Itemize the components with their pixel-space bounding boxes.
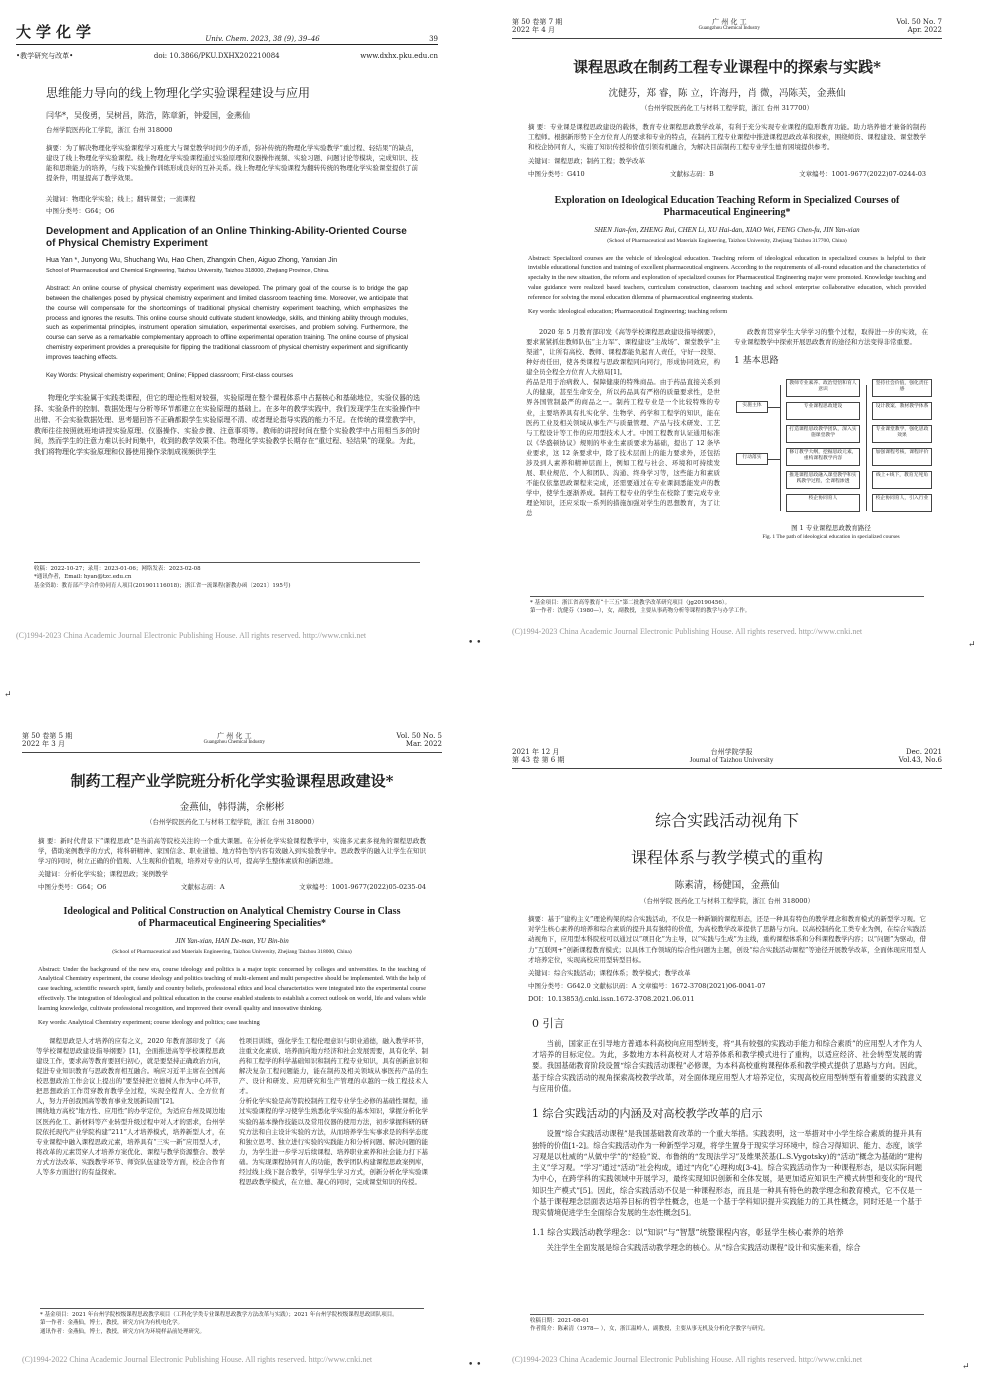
copyright: (C)1994-2023 China Academic Journal Electronic Publishing House. All rights reserved. http://www.cnki.net	[512, 627, 863, 636]
volume-issue: 第 50 卷第 7 期	[512, 18, 563, 26]
keywords-en: Key Words: Physical chemistry experiment; Online; Flipped classroom; First-class courses	[46, 372, 294, 380]
header-rule	[16, 44, 438, 45]
doc-code: 文献标志码：A	[180, 882, 225, 891]
flow-left-box-2: 行动落实	[736, 453, 768, 465]
paper-page-3	[22, 732, 442, 1372]
journal-name: 台州学院学报	[710, 748, 753, 756]
paper-title-line-1: 综合实践活动视角下	[654, 810, 799, 830]
doi: DOI：10.13853/j.cnki.issn.1672-3708.2021.06.011	[528, 994, 695, 1003]
paper-title: 制药工程产业学院班分析化学实验课程思政建设*	[70, 771, 394, 790]
subsection-text: 关注学生全面发展是综合实践活动教学理念的核心。从“综合实践活动课程”设计和实施来看，综合	[546, 1243, 861, 1253]
journal-name-en: Journal of Taizhou University	[689, 756, 774, 765]
authors: 陈素清，杨健国，金燕仙	[674, 880, 780, 892]
volume-issue: 第 43 卷 第 6 期	[512, 756, 565, 765]
clc-number: 中图分类号：G410	[528, 169, 585, 178]
date-en: Apr. 2022	[907, 26, 942, 35]
flow-mid-box-2: 专业课程思政建设	[786, 402, 860, 420]
volume-issue: 第 50 卷第 5 期	[22, 732, 73, 740]
paper-page-4	[512, 748, 942, 1376]
flow-right-box-1: 坚持社会价值，强化责任感	[872, 379, 932, 397]
flow-mid-box-1: 教师专业素养、政治觉悟和育人意识	[786, 379, 860, 397]
keywords: 关键词：物理化学实验；线上；翻转课堂；一流课程	[46, 194, 196, 203]
figure-caption: 图 1 专业课程思政教育路径	[791, 524, 871, 533]
paper-title-line-2: 课程体系与教学模式的重构	[630, 847, 823, 867]
copyright: (C)1994-2022 China Academic Journal Electronic Publishing House. All rights reserved. http://www.cnki.net	[22, 1355, 373, 1364]
section-1-text: 设置“综合实践活动课程”是我国基础教育改革的一个重大举措。实践表明，这一举措对中小学生综合素质的提升具有独特的价值[1-2]。综合实践活动作为一种新型学习观，将学生置身于现实学习环境中，综合习得知识、能力、态度，该学习观是以杜威的“从做中学”的“经验”说、布鲁纳的“发现法学习”及维果茨基(L.S.Vygotsky)的“活动”概念为基础的“建构主义”学习观。“学习”通过“活动”社会构成，通过“内化”心理构成[3-4]。综合实践活动作为一种课程形态，是以实际问题为中心，在跨学科的实践领域中开展学习，最终实现知识创新和全体发展，是更加适应知识生产模式转型和变化的“现代知识生产模式”[5]。因此，综合实践活动不仅是一种课程形态，而且是一种具有特色的教学理念和教育模式，它不仅是一个基于课程理念层面表达培养目标的哲学性概念，也是一个基于学科知识提升实践能力的工具性概念，同时还是一个基于现实情境促进学生全面综合发展的生态性概念[5]。	[532, 1129, 922, 1218]
issue-date: 2021 年 12 月	[512, 748, 560, 756]
paper-title-en: Exploration on Ideological Education Teaching Reform in Specialized Courses of Pharmaceutical Engineering*	[554, 195, 900, 219]
return-mark: ↵	[4, 690, 12, 700]
page-dots: • •	[468, 638, 482, 648]
affiliation: （台州学院医药化工与材料工程学院，浙江 台州 317700）	[641, 104, 813, 113]
abstract-en: Abstract: Under the background of the new era, course ideology and politics is a major topic concerned by colleges and universities. In the teaching of Analytical Chemistry experiment, the course ideology and politics teaching of multi-element and multi perspective should be implemented. With the help of case teaching, scientific research spirit, family and country beliefs, professional ethics and local characteristics were integrated into the experimental course effectively. The integration of Ideological and political education in the course enabled students to establish a correct outlook on world, life and values while learning knowledge, cultivate professional recognition, and improved their overall quality and innovative thinking.	[38, 965, 426, 1013]
journal-logo: 大学化学	[16, 23, 97, 41]
paper-title-en: Development and Application of an Online Thinking-Ability-Oriented Course of Physical Chemistry Experiment	[46, 225, 407, 249]
flow-connector	[780, 385, 781, 511]
paper-title: 思维能力导向的线上物理化学实验课程建设与应用	[46, 85, 311, 100]
issue-date: 2022 年 3 月	[22, 740, 65, 749]
volume-en: Vol. 50 No. 5	[396, 732, 442, 740]
authors-en: JIN Yan-xian, HAN De-man, YU Bin-bin	[175, 937, 289, 946]
flow-mid-box-4: 修订教学大纲，挖掘思政元素，重构课程教学内容	[786, 448, 860, 466]
flow-right-box-6: 校企协同育人，引入行业	[872, 494, 932, 512]
affiliation-en: (School of Pharmaceutical and Materials Engineering, Taizhou University, Zhejiang Taizhou 318000, China)	[112, 948, 352, 955]
paper-title: 课程思政在制药工程专业课程中的探索与实践*	[573, 57, 881, 76]
doc-code: 文献标志码：B	[669, 169, 714, 178]
flow-diagram	[734, 375, 928, 523]
page-header	[16, 22, 438, 44]
paper-page-2	[512, 18, 942, 650]
authors: 沈健芬，郑 睿，陈 立，许海丹，肖 微，冯陈芙，金燕仙	[608, 87, 846, 99]
affiliation: （台州学院 医药化工与材料工程学院，浙江 台州 318000）	[639, 896, 814, 905]
keywords-en: Key words: Analytical Chemistry experiment; course ideology and politics; case teaching	[38, 1019, 260, 1027]
clc-number: 中图分类号：G642.0 文献标识码：A 文章编号：1672-3708(2021)06-0041-07	[528, 981, 766, 990]
return-mark: ↵	[968, 640, 976, 650]
page-number: 39	[429, 34, 438, 43]
abstract: 摘要：为了解决物理化学实验课程学习难度大与课堂教学时间少的矛盾，弥补传统的物理化学实验教学“重过程、轻结果”的缺点，建设了线上物理化学实验课程。线上物理化学实验课程通过实验原理和仪器操作视频、实验习题、问题讨论等模块，完成知识、技能和思维能力的培养，与线下实验操作训练形成良好的互补关系。线上物理化学实验课程为翻转传统的物理化学实验课堂提供了前提条件，明显提高了教学效果。	[46, 144, 418, 183]
keywords: 关键词：分析化学实验；课程思政；案例教学	[38, 869, 168, 878]
flow-right-box-2: 设计教案、教材教学体系	[872, 402, 932, 420]
authors: 闫华*，吴俊勇，吴树昌，陈浩，陈章新，钟爱国，金燕仙	[46, 111, 250, 121]
category: •教学研究与改革•	[16, 51, 74, 60]
page-header	[22, 732, 442, 749]
section-heading: 1 基本思路	[734, 356, 779, 367]
journal-name-en: Guangzhou Chemical Industry	[203, 740, 266, 746]
volume-en: Vol.43, No.6	[898, 756, 942, 765]
body-col-left: 2020 年 5 月教育部印发《高等学校课程思政建设指导纲要》，要求紧紧抓住教师队伍“主力军”、课程建设“主战场”、课堂教学“主渠道”，让所有高校、教师、课程都能负起育人责任，守好一段渠、种好责任田，使各类课程与思政课程同向同行，形成协同效应，构建全员全程全方位育人大格局[1]。 药品是用于治病救人、保障健康的特殊商品。由于药品直接关系到人的健康，甚至生命安全，所以药品具有严格的质量要求性，是世界各国管制最严的商品之一。制药工程专业是一个比较特殊的专业，主要培养具有扎实化学、生物学、药学和工程学的知识，能在医药工业及相关领域从事生产与质量管理、产品与技术研发、工艺与工程设计等工作的应用型技术人才。中国工程教育认证通用标准以《华盛顿协议》规则的毕业生素质要求为基础，提出了 12 条毕业要求，这 12 条要求中，除了技术层面上的能力要求外，还包括涉及到人素养和精神层面上，例如工程与社会、环境和可持续发展、职业规范、个人和团队、沟通、终身学习等，这些能力和素质不能仅依靠思政课程来完成，还需要通过在专业课洞悉能发声的教学中，使学生逐渐养成。制药工程专业的学生在校除了要完成专业理论知识，还应采取一系列的措施加强对学生的思想教育，为了让总	[526, 328, 720, 518]
header-rule	[512, 38, 942, 39]
paper-page-1	[16, 22, 438, 654]
abstract-en: Abstract: An online course of physical chemistry experiment was developed. The primary goal of the course is to bridge the gap between the challenges posed by physical chemistry experiment and limited classroom teaching time. Moreover, we anticipate that the course will compensate for the shortcomings of traditional physical chemistry experiment teaching, which emphasizes the process and ignores the results. This online course should cultivate student knowledge, skills, and thinking ability through modules, such as experimental principles, instrument operation simulation, experimental exercises, and problem solving. Furthermore, the course can serve as a remarkable complementary approach to offline experimental operation training. The online course of physical chemistry experiment provides a prerequisite for flipping the traditional classroom of physical chemistry experiment and significantly improves teaching effects.	[46, 284, 408, 362]
flow-right-box-4: 加强课程考核，课程评价	[872, 448, 932, 466]
footnote: * 基金项目：浙江省高等教育“十三五”第二批教学改革研究项目（jg20190456）。 第一作者：沈健芬（1980—），女，副教授，主要从事药物分析等课程的教学与办学工作。	[530, 596, 924, 616]
footnote: 收稿日期：2021-08-01 作者简介：陈素清（1978— ），女，浙江温岭人，副教授，主要从事无机及分析化学教学与研究。	[530, 1314, 924, 1334]
body-col-right	[734, 327, 928, 542]
header-rule	[22, 752, 442, 753]
date-en: Mar. 2022	[405, 740, 442, 749]
affiliation-en: (School of Pharmaceutical and Materials Engineering, Taizhou University, Zhejiang Taizhou 317700, China)	[607, 237, 847, 244]
abstract: 摘 要：新时代背景下“课程思政”是当前高等院校关注的一个重大课题。在分析化学实验课程教学中，实施多元素多视角的课程思政教学，借助案例教学的方式，将科研精神、家国信念、职业道德、地方特色等内容有效融入到实验教学中。思政教学的融入让学生在知识学习的同时，树立正确的价值观、人生观和价值观，培养对专业的认可，提高学生整体素质和创新思维。	[38, 836, 426, 865]
abstract-en: Abstract: Specialized courses are the vehicle of ideological education. Teaching reform of ideological education in specialized courses is helpful to their invisible educational function and training of excellent pharmaceutical engineers. According to the requirements of all-round education and the characteristics of specialty in the new situation, the reform and exploration of specialized courses for Pharmaceutical Engineering major were promoted. Knowledge teaching and value guidance were realized based teachers, curriculum construction, classroom teaching and school enterprise collaborative education, which provided reference for solving the moral education dilemma of pharmaceutical engineering students.	[528, 254, 926, 302]
flow-left-box-1: 实施主体	[736, 401, 768, 413]
keywords: 关键词：综合实践活动；课程体系；教学模式；教学改革	[528, 968, 691, 977]
article-number: 文章编号：1001-9677(2022)07-0244-03	[799, 169, 926, 178]
figure-caption-en: Fig. 1 The path of ideological education in specialized courses	[762, 534, 900, 541]
copyright: (C)1994-2023 China Academic Journal Electronic Publishing House. All rights reserved. http://www.cnki.net	[16, 631, 367, 640]
flow-right-box-3: 专业课堂教学，强化思政效果	[872, 425, 932, 443]
journal-name-en: Guangzhou Chemical Industry	[698, 26, 761, 32]
affiliation-en: School of Pharmaceutical and Chemical Engineering, Taizhou University, Taizhou 318000, Zhejiang Province, China.	[46, 267, 330, 274]
journal-citation: Univ. Chem. 2023, 38 (9), 39–46	[205, 34, 320, 43]
keywords-en: Key words: ideological education; Pharmaceutical Engineering; teaching reform	[528, 308, 728, 316]
section-heading-1: 1 综合实践活动的内涵及对高校教学改革的启示	[532, 1107, 763, 1121]
date-en: Dec. 2021	[906, 748, 942, 756]
url: www.dxhx.pku.edu.cn	[360, 51, 438, 60]
header-meta	[16, 51, 438, 61]
clc-number: 中图分类号：G64；O6	[46, 206, 115, 215]
keywords: 关键词：课程思政；制药工程；教学改革	[528, 156, 645, 165]
flow-connector	[866, 385, 867, 511]
section-heading-0: 0 引言	[532, 1016, 565, 1030]
article-number: 文章编号：1001-9677(2022)05-0235-04	[299, 882, 426, 891]
abstract: 摘 要：专业课是课程思政建设的载体，教育专业课程思政教学改革，有利于充分实现专业课程的隐形教育功能。助力培养德才兼备的制药工程师。根据新形势下全方位育人的要求和专业的特点，在制药工程专业课程中推进课程思政改革和探索，围绕师资、课程建设、课堂教学和校企协同育人，实施了知识传授和价值引领有机融合，为解决目前制药工程专业学生德育困境提供参考。	[528, 122, 926, 151]
body-col-left: 课程思政是人才培养的应有之义，2020 年教育部印发了《高等学校课程思政建设指导纲要》[1]，全面推进高等学校课程思政建设工作，要求高等教育要回归初心，就是要坚持正确政治方向，促进专业知识教育与思政教育相互融合。响应习近平主席在全国高校思想政治工作会议上提出的“要坚持把立德树人作为中心环节，把思想政治工作贯穿教育教学全过程，实现全程育人、全方位育人，努力开创我国高等教育事业发展新局面”[2]。 围绕地方高校“地方性、应用性”的办学定位，为适应台州及周边地区医药化工、新材料等产业转型升级过程中对人才的需求，台州学院依托现代产业学院构建“211”人才培养模式，培养新型人才，在专业课程中融入课程思政元素，培养具有“三实一新”应用型人才，将改革的元素贯穿人才培养方案优化、课程与教学资源整合、教学方式方法改革、实践教学环节、师资队伍建设等方面，校企合作育人等多方面进行的有益探索。	[36, 1037, 225, 1176]
flow-connector	[768, 459, 780, 460]
flow-mid-box-3: 打造课程思政教学团队，深入实施课堂教学	[786, 425, 860, 443]
page-dots: • •	[468, 1360, 482, 1370]
footnote: 收稿：2022-10-27；录用：2023-01-06；网络发表：2023-02-08 *通讯作者，Email: hyan@tzc.edu.cn 基金资助：教育部产学合作协同育人项目(201901116018)；浙江省一流课程(浙教办函〔2021〕195号)	[34, 562, 420, 590]
authors: 金燕仙，韩得满，余彬彬	[179, 801, 285, 813]
footnote: * 基金项目：2021 年台州学院校级课程思政教学项目（工科化学类专业课程思政教学方法改革与实践）；2021 年台州学院校级课程思政团队项目。 第一作者：金燕仙，博士，教授，研究方向为有机电化学。 通讯作者：金燕仙，博士，教授，研究方向为环境样品前处理研究。	[40, 1308, 424, 1336]
copyright: (C)1994-2023 China Academic Journal Electronic Publishing House. All rights reserved. http://www.cnki.net	[512, 1355, 863, 1364]
journal-name: 广 州 化 工	[712, 18, 747, 26]
return-mark: ↵	[962, 1362, 970, 1372]
doi: doi: 10.3866/PKU.DXHX202210084	[153, 51, 280, 60]
journal-name: 广 州 化 工	[217, 732, 252, 740]
header-rule	[512, 768, 942, 769]
body-col-right-text: 政教育贯穿学生大学学习的整个过程，取得进一步的实效，在专业课程教学中探索开展思政教育的途径和方法变得非常重要。	[734, 328, 928, 347]
affiliation: （台州学院医药化工与材料工程学院，浙江 台州 318000）	[146, 818, 318, 827]
flow-mid-box-6: 校企协同育人	[786, 494, 860, 512]
page-header	[512, 748, 942, 765]
flow-right-box-5: 线上+线下，教育无死角	[872, 471, 932, 489]
authors-en: SHEN Jian-fen, ZHENG Rui, CHEN Li, XU Hai-dan, XIAO Wei, FENG Chen-fu, JIN Yan-xian	[594, 226, 860, 235]
body-col-right: 性项目训练，强化学生工程伦理意识与职业道德，融入教学环节，注重文化素质、培养面向地方经济和社会发展需要，具有化学、制药和工程学的科学基础知识和制药工程专业知识，具有创新意识和解决复杂工程问题能力，能在制药及相关领域从事医药产品的生产、设计和研发、应用研究和生产管理的卓越的一线工程技术人才。 分析化学实验是高等院校制药工程专业学生必修的基础性课程，通过实验课程的学习使学生熟悉化学实验的基本知识，掌握分析化学实验的基本操作技能以及常用仪器的使用方法，初步掌握科研的研究方法和自主设计实验的方法，从而培养学生实事求是的科学态度和独立思考、独立进行实验的实践能力和分析问题、解决问题的能力，为学生进一步学习后续课程、培养职业素养和社会能力打下基础。为实现课程协同育人的功能，教学团队构建课程思政案例库，经过线上线下混合教学，引导学生学习方式，创新分析化学实验课程思政教学模式，在立德、凝心的同时，完成课堂知识的传授。	[239, 1037, 428, 1186]
authors-en: Hua Yan *, Junyong Wu, Shuchang Wu, Hao Chen, Zhangxin Chen, Aiguo Zhong, Yanxian Jin	[46, 256, 338, 264]
meta-row	[38, 883, 426, 892]
page-header	[512, 18, 942, 35]
flow-connector	[768, 407, 780, 408]
meta-row	[528, 170, 926, 179]
paper-title-en: Ideological and Political Construction on Analytical Chemistry Course in Class of Pharmaceutical Engineering Specialities*	[63, 906, 401, 930]
abstract: 摘要：基于“建构主义”理论构架的综合实践活动，不仅是一种新颖的课程形态，还是一种具有特色的教学理念和教育模式的新型学习观。它对学生核心素养的培养和综合素质的提升具有独特的价值，为高校教学改革提供了思路与方向。以高校制药化工类专业为例，在综合实践活动视角下，应用型本科院校可以通过以“项目化”为主导，以“实践与生成”为主线，重构课程体系和分科课程教学内容；以“问题”为驱动，借力“互联网+”创新课程教育模式；以具体工作领域的综合性问题为主题，创设“综合实践活动课程”等途径开展教学改革，全面体现应用型人才培养定位，实现高校应用型转型目标。	[528, 915, 926, 964]
flow-mid-box-5: 推进课程思政融入课堂教学和实践教学过程，全课程渗透	[786, 471, 860, 489]
clc-number: 中图分类号：G64；O6	[38, 882, 107, 891]
issue-date: 2022 年 4 月	[512, 26, 555, 35]
body-text: 物理化学实验属于实践类课程，但它的理论性相对较强，实验原理在整个课程体系中占据核心和基础地位，实验仪器的选择、实验条件的控制、数据处理与分析等环节都建立在实验原理的基础上。在多年的教学实践中，我们发现学生在实验操作中出错、不会实验数据处理、思考题回答不正确都跟学生实验原理不清、或者理论指导实践的能力不足。在传统的课堂教学中，教师往往按照就班地讲授实验原理、仪器操作、实验步骤、注意事项等。教师的讲授时间在整个实验教学中占用相当多的时间，然而学生的注意力难以长时间集中，收到的教学效果不佳。物理化学实验教学长期存在“重过程、轻结果”的现象。为此，我们将物理化学实验原理和仪器使用操作录制成视频供学生	[34, 394, 420, 457]
subsection-heading: 1.1 综合实践活动教学理念：以“知识”与“智慧”统整课程内容，彰显学生核心素养的培养	[532, 1227, 844, 1237]
intro-text: 当前，国家正在引导地方普通本科高校向应用型转变，将“具有较强的实践动手能力和综合素质”的应用型人才作为人才培养的目标定位。为此，多数地方本科高校对人才培养体系和教学模式进行了重构，以适应经济、社会转型发展的需要。我国基础教育阶段设置“综合实践活动课程”必修课，为本科高校重构课程体系和教学模式提供了思路与方向。因此，基于综合实践活动的视角探索高校教学改革，对全面体现应用型人才培养定位，实现高校应用型转型有着重要的实践意义与应用价值。	[532, 1038, 922, 1093]
affiliation: 台州学院医药化工学院，浙江 台州 318000	[46, 125, 173, 134]
volume-en: Vol. 50 No. 7	[896, 18, 942, 26]
